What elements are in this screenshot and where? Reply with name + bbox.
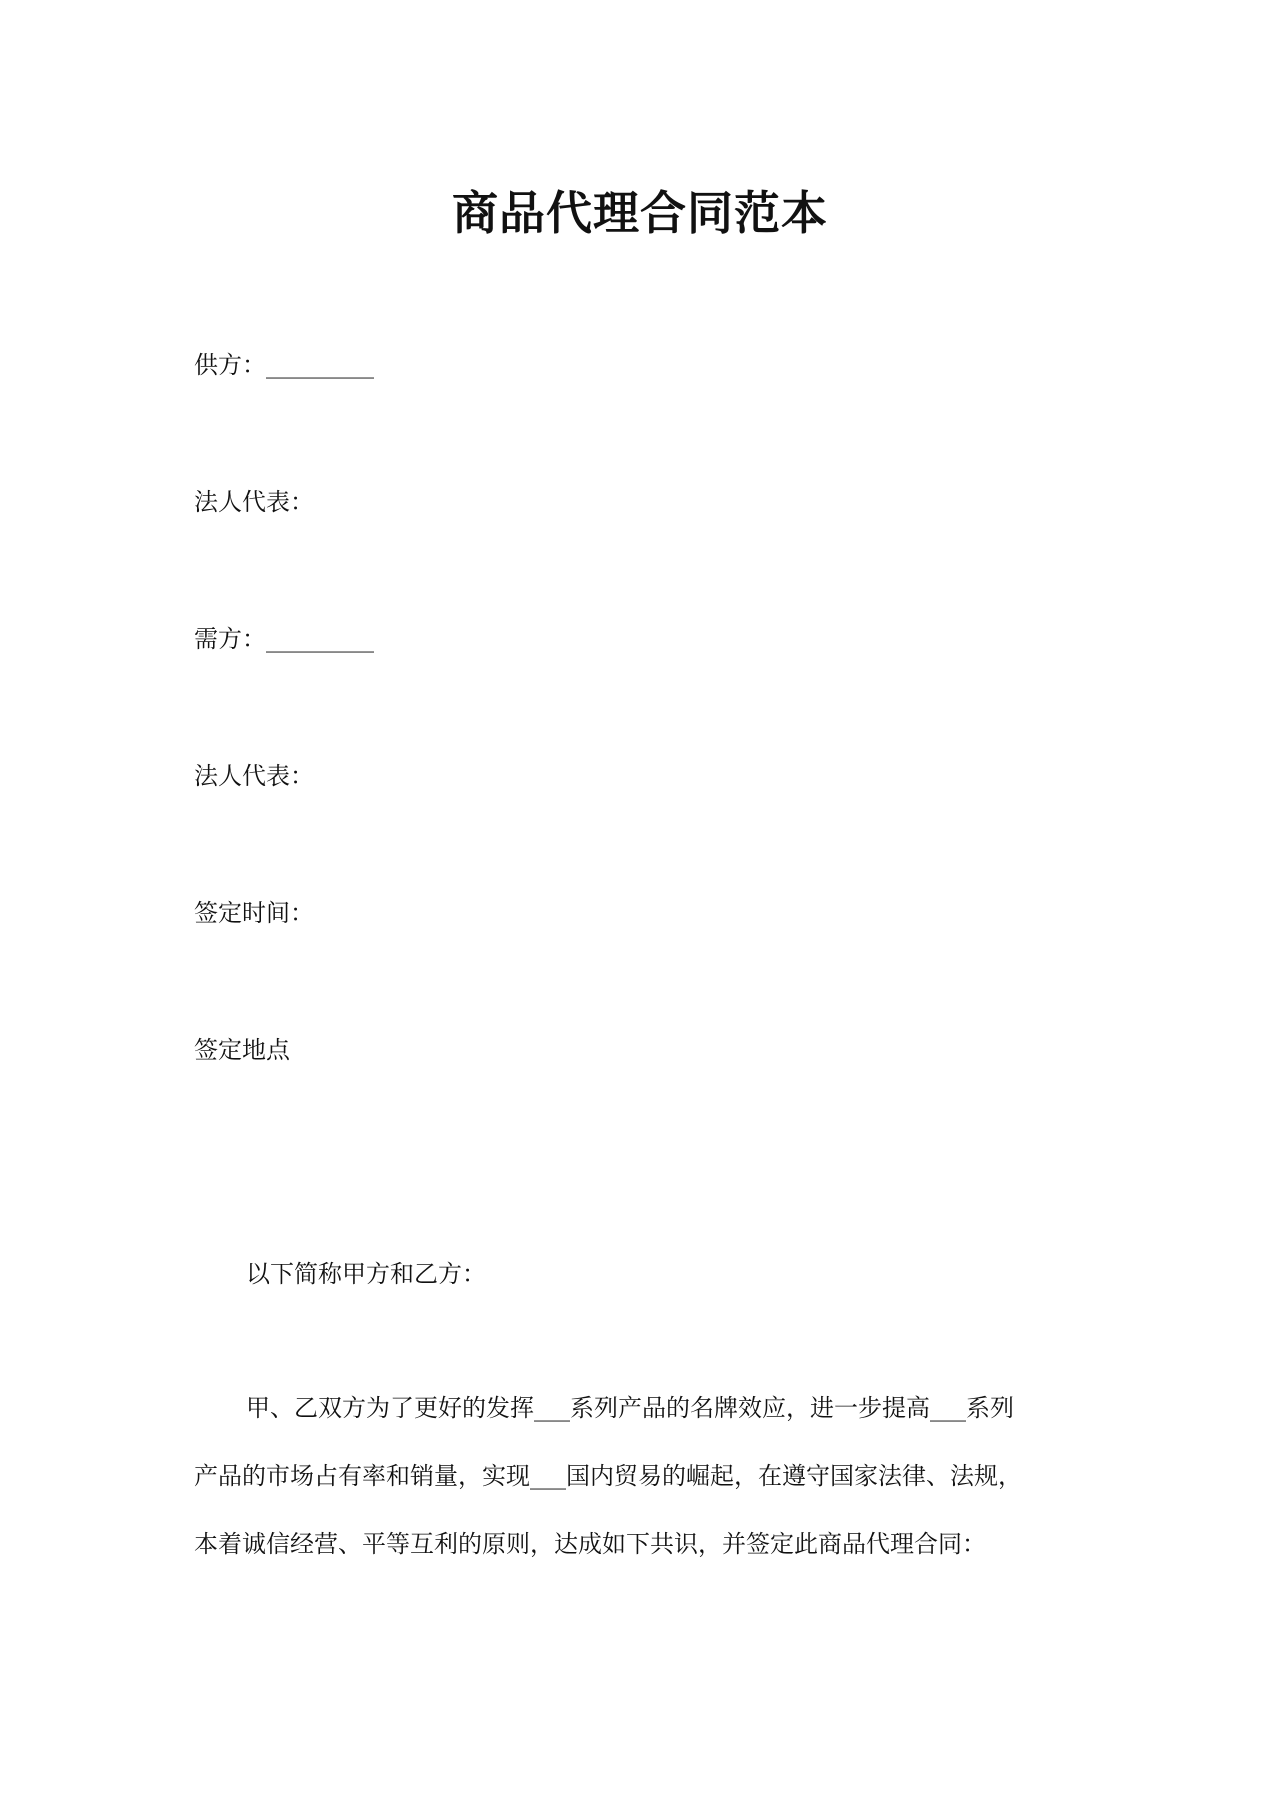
supplier-field: 供方：_________ xyxy=(194,351,374,379)
buyer-representative-field: 法人代表： xyxy=(194,762,314,790)
supplier-representative-field: 法人代表： xyxy=(194,488,314,516)
intro-paragraph: 以下简称甲方和乙方： xyxy=(246,1260,486,1288)
main-paragraph-line: 本着诚信经营、平等互利的原则，达成如下共识，并签定此商品代理合同： xyxy=(194,1530,986,1558)
document-title: 商品代理合同范本 xyxy=(452,186,828,240)
main-paragraph-line: 甲、乙双方为了更好的发挥___系列产品的名牌效应，进一步提高___系列 xyxy=(246,1394,1014,1422)
main-paragraph-line: 产品的市场占有率和销量，实现___国内贸易的崛起，在遵守国家法律、法规， xyxy=(194,1462,1022,1490)
signing-place-field: 签定地点 xyxy=(194,1036,290,1064)
signing-time-field: 签定时间： xyxy=(194,899,314,927)
main-paragraph xyxy=(194,1374,1094,1578)
buyer-field: 需方：_________ xyxy=(194,625,374,653)
